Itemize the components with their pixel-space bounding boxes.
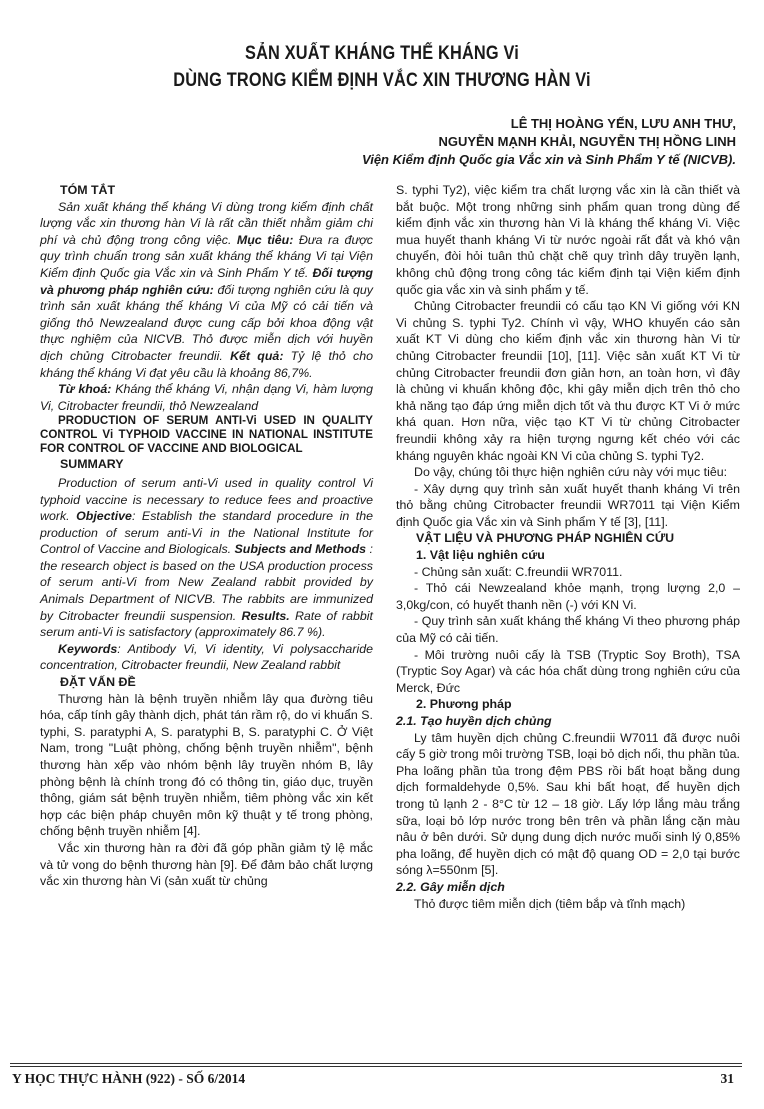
- abstract-text-2: Đưa ra được quy trình chuẩn trong sản xuất kháng thể kháng Vi tại Viện Kiểm định Quốc gia Vắc xin và Sinh Phẩm Y tế.: [40, 232, 373, 280]
- summary-text-3: : the research object is based on the USA production process of serum anti-Vi from New Zealand rabbit provided by Animals Department of NICVB. The rabbits are immunized by Citrobacter freundii suspension.: [40, 542, 373, 623]
- summary-text-1: Production of serum anti-Vi used in quality control Vi typhoid vaccine is necessary to reduce fees and proactive work.: [40, 475, 373, 524]
- right-column: [396, 182, 740, 912]
- summary-objective-label: Objective: [76, 509, 132, 524]
- material-item-1: - Chủng sản xuất: C.freundii WR7011.: [414, 564, 623, 579]
- intro-paragraph-3: S. typhi Ty2), việc kiểm tra chất lượng vắc xin là cần thiết và bắt buộc. Một trong những sinh phẩm quan trong dùng để kiểm định vắc xin thương hàn Vi là kháng thể kháng Vi. Việc mua huyết thanh kháng Vi từ nước ngoài rất đắt và khó vận chuyển, đòi hỏi tuân thủ chặt chẽ quy trình dây truyền lạnh, không chủ động trong công tác kiểm định tại Viện kiểm định quốc gia vắc xin và sinh phẩm y tế.: [396, 183, 740, 297]
- journal-name: Y HỌC THỰC HÀNH (922) - SỐ 6/2014: [12, 1071, 246, 1086]
- heading-materials-methods: VẬT LIỆU VÀ PHƯƠNG PHÁP NGHIÊN CỨU: [416, 531, 675, 546]
- summary-results-label: Results.: [241, 608, 290, 623]
- intro-paragraph-4: Chủng Citrobacter freundii có cấu tạo KN Vi giống với KN Vi chủng S. typhi Ty2. Chính vì vậy, WHO khuyến cáo sản xuất KT Vi dùng cho kiểm định vắc xin thương hàn Vi từ chủng Citrobacter freundii [10], [11]. Việc sản xuất KT Vi từ chủng Citrobacter freundii đơn giản hơn, an toàn hơn, vì đây là chủng vi khuẩn không độc, khi gây miễn dịch trên thỏ cho khả năng tạo đáp ứng miễn dịch tốt và thu được KT Vi ở mức khá quan. Hơn nữa, việc tạo KT Vi từ chủng Citrobacter freundii không xảy ra hiện tượng ngưng kết chéo với các kháng nguyên khác ngoài KN Vi của chủng S. typhi Ty2.: [396, 299, 740, 463]
- abstract-methods-label: Đối tượng và phương pháp nghiên cứu:: [40, 265, 373, 297]
- keywords-vi-label: Từ khoá:: [58, 382, 112, 397]
- title-line-1: SẢN XUẤT KHÁNG THỂ KHÁNG Vi: [245, 43, 519, 64]
- objective-item: - Xây dựng quy trình sản xuất huyết thanh kháng Vi trên thỏ bằng chủng Citrobacter freundii WR7011 tại Viện Kiểm định Quốc gia Vắc xin và Sinh phẩm Y tế [3], [11].: [396, 481, 740, 529]
- abstract-en: [40, 475, 373, 641]
- heading-methods: 2. Phương pháp: [416, 697, 512, 712]
- abstract-text-3: đối tượng nghiên cứu là quy trình sản xuất kháng thể kháng Vi của Mỹ có cải tiến và giống thỏ Newzealand được cung cấp bởi khoa động vật thực nghiệm của NICVB. Thỏ được miễn dịch với huyền dịch chủng Citrobacter freundii.: [40, 282, 373, 363]
- keywords-en: [40, 641, 373, 674]
- authors-line-1: LÊ THỊ HOÀNG YẾN, LƯU ANH THƯ,: [510, 116, 736, 131]
- title-line-2: DÙNG TRONG KIỂM ĐỊNH VẮC XIN THƯƠNG HÀN Vi: [173, 70, 591, 91]
- heading-materials: 1. Vật liệu nghiên cứu: [416, 548, 545, 563]
- keywords-vi: [40, 381, 373, 414]
- heading-immunization: 2.2. Gây miễn dịch: [396, 879, 505, 894]
- abstract-objective-label: Mục tiêu:: [236, 232, 294, 247]
- heading-summary: SUMMARY: [60, 457, 124, 472]
- abstract-text-1: Sản xuất kháng thể kháng Vi dùng trong kiểm định chất lượng vắc xin thương hàn Vi là rất cần thiết nhằm giảm chi phí và chủ động trong công việc.: [40, 199, 373, 247]
- material-item-3: - Quy trình sản xuất kháng thể kháng Vi theo phương pháp của Mỹ có cải tiến.: [396, 614, 740, 646]
- affiliation: Viện Kiểm định Quốc gia Vắc xin và Sinh Phẩm Y tế (NICVB).: [362, 152, 736, 167]
- intro-paragraph-2: Vắc xin thương hàn ra đời đã góp phần giảm tỷ lệ mắc và tử vong do bệnh thương hàn [9]. Để đảm bảo chất lượng vắc xin thương hàn Vi (sản xuất từ chủng: [40, 840, 373, 889]
- intro-paragraph-5: Do vậy, chúng tôi thực hiện nghiên cứu này với mục tiêu:: [414, 465, 728, 480]
- heading-suspension: 2.1. Tạo huyền dịch chủng: [396, 714, 552, 728]
- abstract-results-label: Kết quả:: [230, 348, 284, 363]
- abstract-vi: [40, 199, 373, 382]
- author-block: [362, 115, 736, 169]
- suspension-paragraph: Ly tâm huyền dịch chủng C.freundii W7011 đã được nuôi cấy 5 giờ trong môi trường TSB, loại bỏ dịch nổi, thu phần tủa. Pha loãng phần tủa trong đệm PBS rồi bất hoạt bằng dung dịch formaldehyde 0,5%. Sau khi bất hoạt, để huyền dịch trong tủ lạnh 2 - 8°C từ 12 – 18 giờ. Lấy lớp lắng màu trắng sữa, loại bỏ lớp nước trong bên trên và phần lắng cặn màu nâu ở bên dưới. Sử dụng dung dịch nước muối sinh lý 0,85% pha loãng, để huyền dịch có mật độ quang OD = 2,0 tại bước sóng λ=550nm [5].: [396, 730, 740, 878]
- immunization-paragraph: Thỏ được tiêm miễn dịch (tiêm bắp và tĩnh mạch): [414, 896, 686, 911]
- page-number: 31: [720, 1071, 734, 1086]
- keywords-en-text: : Antibody Vi, Vi identity, Vi polysaccharide concentration, Citrobacter freundii, New Zealand rabbit: [40, 641, 373, 673]
- footer-divider-2: [10, 1066, 742, 1067]
- keywords-en-label: Keywords: [58, 641, 118, 656]
- material-item-2: - Thỏ cái Newzealand khỏe mạnh, trọng lượng 2,0 – 3,0kg/con, có huyết thanh nền (-) với KN Vi.: [396, 581, 740, 612]
- summary-text-2: : Establish the standard procedure in the production of serum anti-Vi in the National Institute for Control of Vaccine and Biologicals.: [40, 509, 374, 557]
- summary-methods-label: Subjects and Methods: [234, 542, 367, 557]
- heading-tomtat: TÓM TẮT: [60, 183, 116, 197]
- material-item-4: - Môi trường nuôi cấy là TSB (Tryptic Soy Broth), TSA (Tryptic Soy Agar) và các hóa chất dùng trong nghiên cứu của Merck, Đức: [396, 647, 740, 695]
- heading-datvande: ĐẶT VẤN ĐỀ: [60, 675, 136, 690]
- left-column: [40, 182, 373, 890]
- article-title: [105, 40, 659, 94]
- keywords-vi-text: Kháng thể kháng Vi, nhận dạng Vi, hàm lượng Vi, Citrobacter freundii, thỏ Newzealand: [40, 382, 373, 413]
- summary-text-4: Rate of rabbit serum anti-Vi is satisfactory (approximately 86.7 %).: [40, 608, 373, 640]
- footer-divider: [10, 1063, 742, 1064]
- intro-paragraph-1: Thương hàn là bệnh truyền nhiễm lây qua đường tiêu hóa, cấp tính gây thành dịch, phát tán rầm rộ, do vi khuẩn S. typhi, S. paratyphi A, S. paratyphi B, S. paratyphi C. Ở Việt Nam, trong "Luật phòng, chống bệnh truyền nhiễm", bệnh thương hàn xếp vào nhóm bệnh lây truyền nhóm B, lây phòng bệnh là chính trong đó có thông tin, giáo dục, truyền thông, giám sát bệnh truyền nhiễm, tiêm phòng vắc xin kết hợp các biện pháp chuyên môn kỹ thuật y tế trong phòng, chống bệnh truyền nhiễm [4].: [40, 691, 373, 839]
- abstract-text-4: Tỷ lệ thỏ cho kháng thể kháng Vi đạt yêu cầu là khoảng 86,7%.: [40, 348, 373, 380]
- authors-line-2: NGUYỄN MẠNH KHẢI, NGUYỄN THỊ HỒNG LINH: [438, 134, 736, 149]
- english-title: PRODUCTION OF SERUM ANTI-Vi USED IN QUALITY CONTROL Vi TYPHOID VACCINE IN NATIONAL INSTITUTE FOR CONTROL OF VACCINE AND BIOLOGICAL: [40, 414, 373, 456]
